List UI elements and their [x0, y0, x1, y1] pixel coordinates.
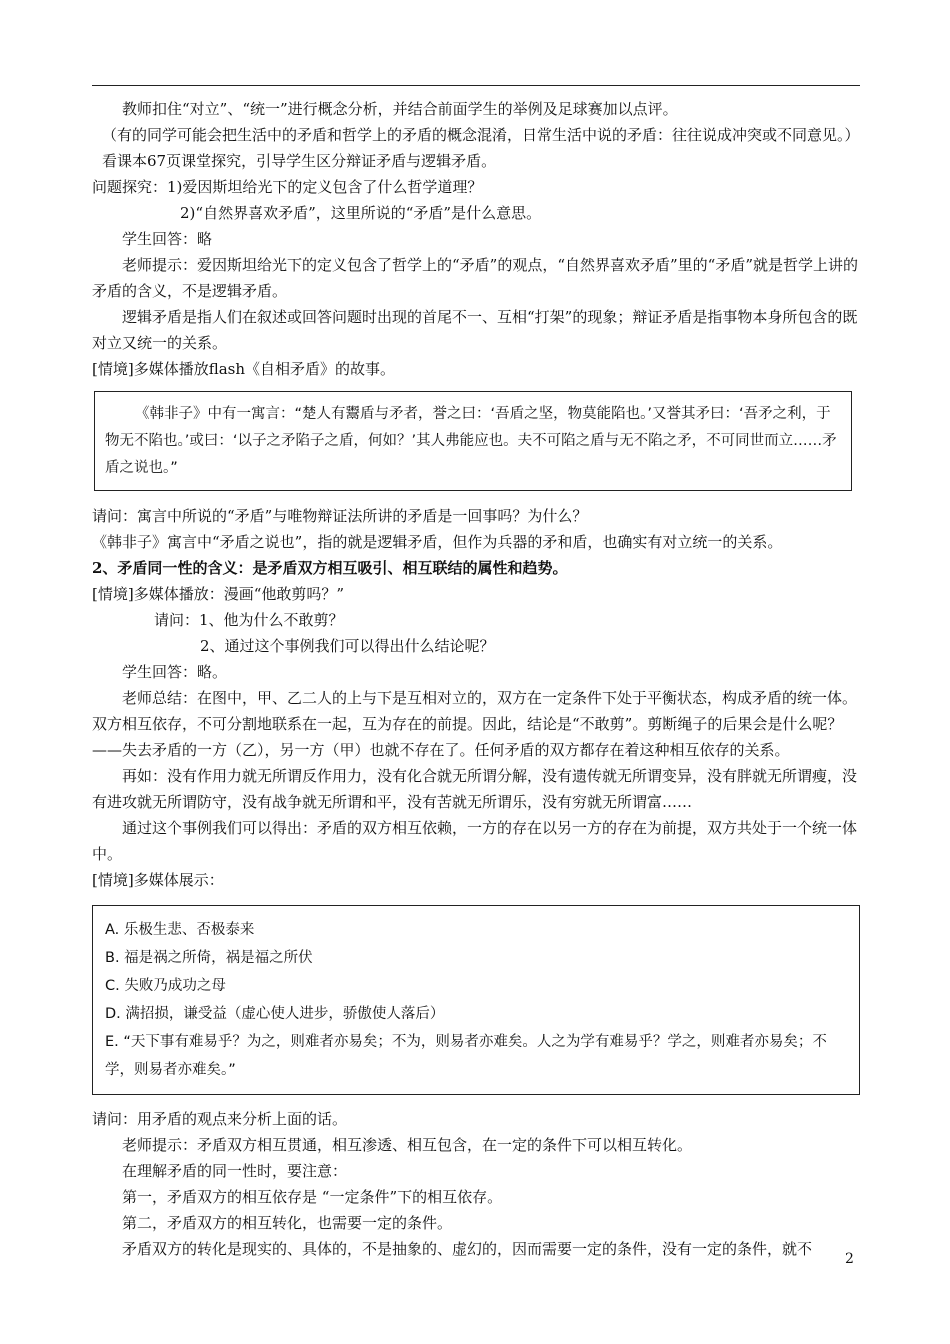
- conclusion-paragraph: 通过这个事例我们可以得出：矛盾的双方相互依赖，一方的存在以另一方的存在为前提，双方共处于一个统一体中。: [92, 819, 858, 863]
- ask-why: 请问：1、他为什么不敢剪？: [154, 611, 344, 629]
- question-explore-2: 2)“自然界喜欢矛盾”，这里所说的“矛盾”是什么意思。: [180, 204, 542, 222]
- note-first: 第一，矛盾双方的相互依存是 “一定条件”下的相互依存。: [122, 1188, 503, 1206]
- page-number: 2: [845, 1251, 854, 1267]
- question-fable: 请问：寓言中所说的“矛盾”与唯物辩证法所讲的矛盾是一回事吗？为什么？: [92, 507, 588, 525]
- scene-display: [情境]多媒体展示：: [92, 871, 224, 889]
- proverbs-box: [92, 905, 860, 1095]
- note-second: 第二，矛盾双方的相互转化，也需要一定的条件。: [122, 1214, 453, 1232]
- scene-flash: [情境]多媒体播放flash《自相矛盾》的故事。: [92, 360, 396, 378]
- section-heading-identity: 2、矛盾同一性的含义：是矛盾双方相互吸引、相互联结的属性和趋势。: [92, 559, 568, 577]
- note-intro: 在理解矛盾的同一性时，要注意：: [122, 1162, 348, 1180]
- teacher-hint: 老师提示：爱因斯坦给光下的定义包含了哲学上的“矛盾”的观点，“自然界喜欢矛盾”里的“矛盾”就是哲学上讲的矛盾的含义，不是逻辑矛盾。: [92, 256, 859, 300]
- transformation-paragraph: 矛盾双方的转化是现实的、具体的，不是抽象的、虚幻的，因而需要一定的条件，没有一定的条件，就不: [122, 1240, 813, 1258]
- fable-box: [94, 391, 852, 491]
- ask-conclusion: 2、通过这个事例我们可以得出什么结论呢？: [200, 637, 495, 655]
- teacher-summary: 老师总结：在图中，甲、乙二人的上与下是互相对立的，双方在一定条件下处于平衡状态，构成矛盾的统一体。双方相互依存，不可分割地联系在一起，互为存在的前提。因此，结论是“不敢剪”。剪断绳子的后果会是什么呢？——失去矛盾的一方（乙），另一方（甲）也就不存在了。任何矛盾的双方都存在着这种相互依存的关系。: [92, 689, 858, 759]
- teacher-hint-2: 老师提示：矛盾双方相互贯通，相互渗透、相互包含，在一定的条件下可以相互转化。: [122, 1136, 693, 1154]
- question-explore-1: 问题探究：1)爱因斯坦给光下的定义包含了什么哲学道理？: [92, 178, 483, 196]
- proverb-item: A. 乐极生悲、否极泰来: [105, 922, 255, 938]
- student-answer: 学生回答：略: [122, 230, 213, 248]
- answer-fable: 《韩非子》寓言中“矛盾之说也”，指的就是逻辑矛盾，但作为兵器的矛和盾，也确实有对立统一的关系。: [92, 533, 783, 551]
- example-paragraph: 再如：没有作用力就无所谓反作用力，没有化合就无所谓分解，没有遗传就无所谓变异，没有胖就无所谓瘦，没有进攻就无所谓防守，没有战争就无所谓和平，没有苦就无所谓乐，没有穷就无所谓富……: [92, 767, 858, 811]
- proverb-item: C. 失败乃成功之母: [105, 978, 226, 994]
- question-analyze: 请问：用矛盾的观点来分析上面的话。: [92, 1110, 348, 1128]
- proverb-item: E. “天下事有难易乎？为之，则难者亦易矣；不为，则易者亦难矣。人之为学有难易乎？学之，则难者亦易矣；不学，则易者亦难矣。”: [105, 1034, 827, 1078]
- paragraph-note-confusion: （有的同学可能会把生活中的矛盾和哲学上的矛盾的概念混淆，日常生活中说的矛盾：往往说成冲突或不同意见。）看课本67页课堂探究，引导学生区分辩证矛盾与逻辑矛盾。: [102, 126, 860, 170]
- header-rule: [92, 85, 860, 86]
- logic-vs-dialectic: 逻辑矛盾是指人们在叙述或回答问题时出现的首尾不一、互相“打架”的现象；辩证矛盾是指事物本身所包含的既对立又统一的关系。: [92, 308, 858, 352]
- page-content: [92, 96, 860, 1262]
- paragraph-concept-analysis: 教师扣住“对立”、“统一”进行概念分析，并结合前面学生的举例及足球赛加以点评。: [122, 100, 678, 118]
- proverb-item: B. 福是祸之所倚，祸是福之所伏: [105, 950, 313, 966]
- fable-text: 《韩非子》中有一寓言：“楚人有鬻盾与矛者，誉之曰：‘吾盾之坚，物莫能陷也。’又誉其矛曰：‘吾矛之利，于物无不陷也。’或曰：‘以子之矛陷子之盾，何如？’其人弗能应也。夫不可陷之盾与无不陷之矛，不可同世而立……矛盾之说也。”: [105, 406, 837, 476]
- student-answer-2: 学生回答：略。: [122, 663, 228, 681]
- proverb-item: D. 满招损，谦受益（虚心使人进步，骄傲使人落后）: [105, 1006, 445, 1022]
- scene-cartoon: [情境]多媒体播放：漫画“他敢剪吗？”: [92, 585, 345, 603]
